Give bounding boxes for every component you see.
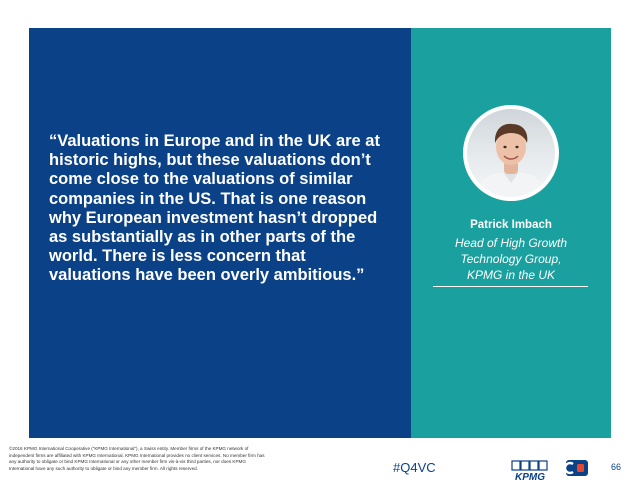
person-name: Patrick Imbach: [470, 219, 552, 231]
person-title-line: KPMG in the UK: [466, 268, 556, 282]
page-number: 66: [611, 462, 622, 472]
quote-panel: [29, 28, 411, 438]
person-title-line: Technology Group,: [460, 252, 562, 266]
partner-logo-icon: [566, 460, 588, 476]
portrait-photo: [467, 109, 555, 197]
person-portrait-icon: [467, 109, 555, 197]
divider: [433, 286, 588, 287]
person-title-line: Head of High Growth: [454, 236, 568, 250]
avatar: [463, 105, 559, 201]
kpmg-logo: [510, 460, 550, 482]
hashtag: #Q4VC: [393, 460, 436, 475]
kpmg-logo-text: KPMG: [515, 472, 545, 482]
legal-disclaimer: ©2016 KPMG International Cooperative (“KPMG International”), a Swiss entity. Member firms of the KPMG network of independent firms are affiliated with KPMG International. KPMG International provides no client services. No member firm has any authority to obligate or bind KPMG International or any other member firm vis-à-vis third parties, nor does KPMG International have any such authority to obligate or bind any member firm. All rights reserved.: [9, 446, 265, 471]
person-title: [411, 235, 611, 283]
profile-panel: [411, 28, 611, 438]
quote-text: “Valuations in Europe and in the UK are at historic highs, but these valuations don’t come close to the valuations of similar companies in the US. That is one reason why European investment hasn’t dropped as substantially as in other parts of the world. There is less concern that valuations have been overly ambitious.”: [49, 132, 380, 285]
